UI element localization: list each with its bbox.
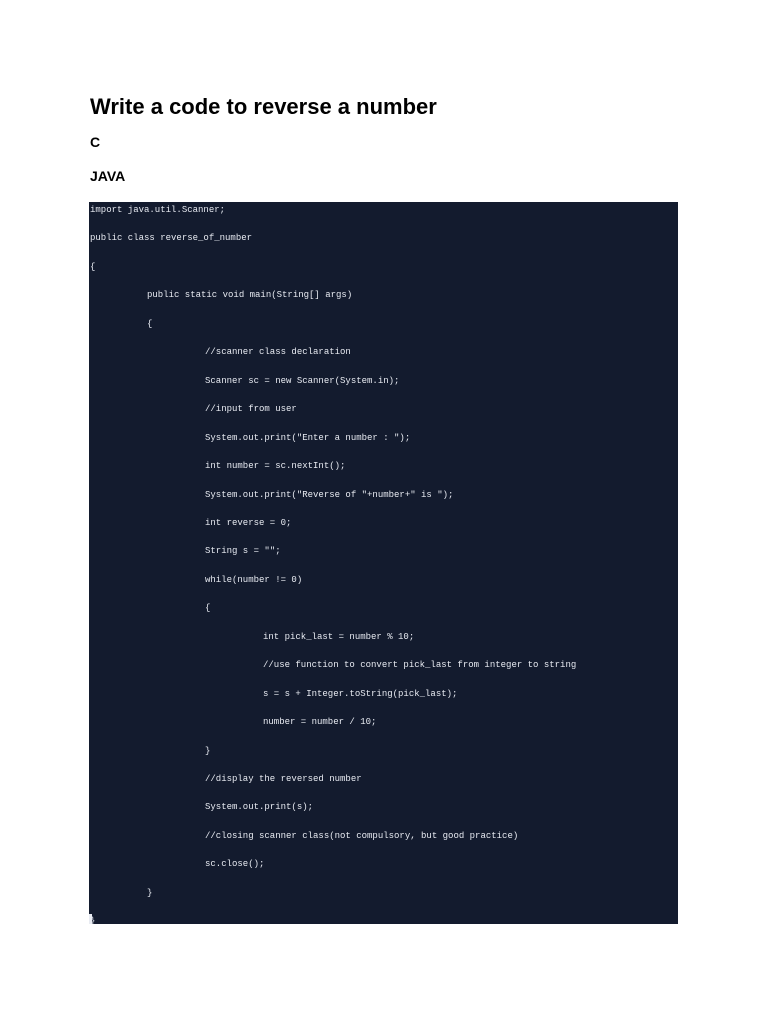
code-line: sc.close(); <box>205 859 265 869</box>
code-line: while(number != 0) <box>205 575 303 585</box>
code-line: System.out.print("Reverse of "+number+" is "); <box>205 490 454 500</box>
section-heading-c: C <box>90 134 101 150</box>
code-line: { <box>205 603 211 613</box>
code-line: } <box>147 888 153 898</box>
code-line: public class reverse_of_number <box>90 233 253 243</box>
code-line: //input from user <box>205 404 297 414</box>
page-title: Write a code to reverse a number <box>90 94 437 119</box>
code-line: //use function to convert pick_last from integer to string <box>263 660 577 670</box>
code-line: { <box>90 262 96 272</box>
section-heading-java: JAVA <box>90 168 126 184</box>
code-line: Scanner sc = new Scanner(System.in); <box>205 376 400 386</box>
code-line: //closing scanner class(not compulsory, but good practice) <box>205 831 519 841</box>
code-line: s = s + Integer.toString(pick_last); <box>263 689 458 699</box>
code-line: String s = ""; <box>205 546 281 556</box>
code-line: import java.util.Scanner; <box>90 205 226 215</box>
code-line: System.out.print("Enter a number : "); <box>205 433 411 443</box>
code-line: int pick_last = number % 10; <box>263 632 415 642</box>
code-line: int number = sc.nextInt(); <box>205 461 346 471</box>
code-line: } <box>90 916 96 924</box>
code-line: //display the reversed number <box>205 774 362 784</box>
code-block <box>89 202 678 924</box>
code-line: number = number / 10; <box>263 717 377 727</box>
code-line: { <box>147 319 153 329</box>
code-line: public static void main(String[] args) <box>147 290 353 300</box>
code-line: int reverse = 0; <box>205 518 292 528</box>
code-line: } <box>205 746 211 756</box>
code-line: System.out.print(s); <box>205 802 314 812</box>
code-line: //scanner class declaration <box>205 347 351 357</box>
